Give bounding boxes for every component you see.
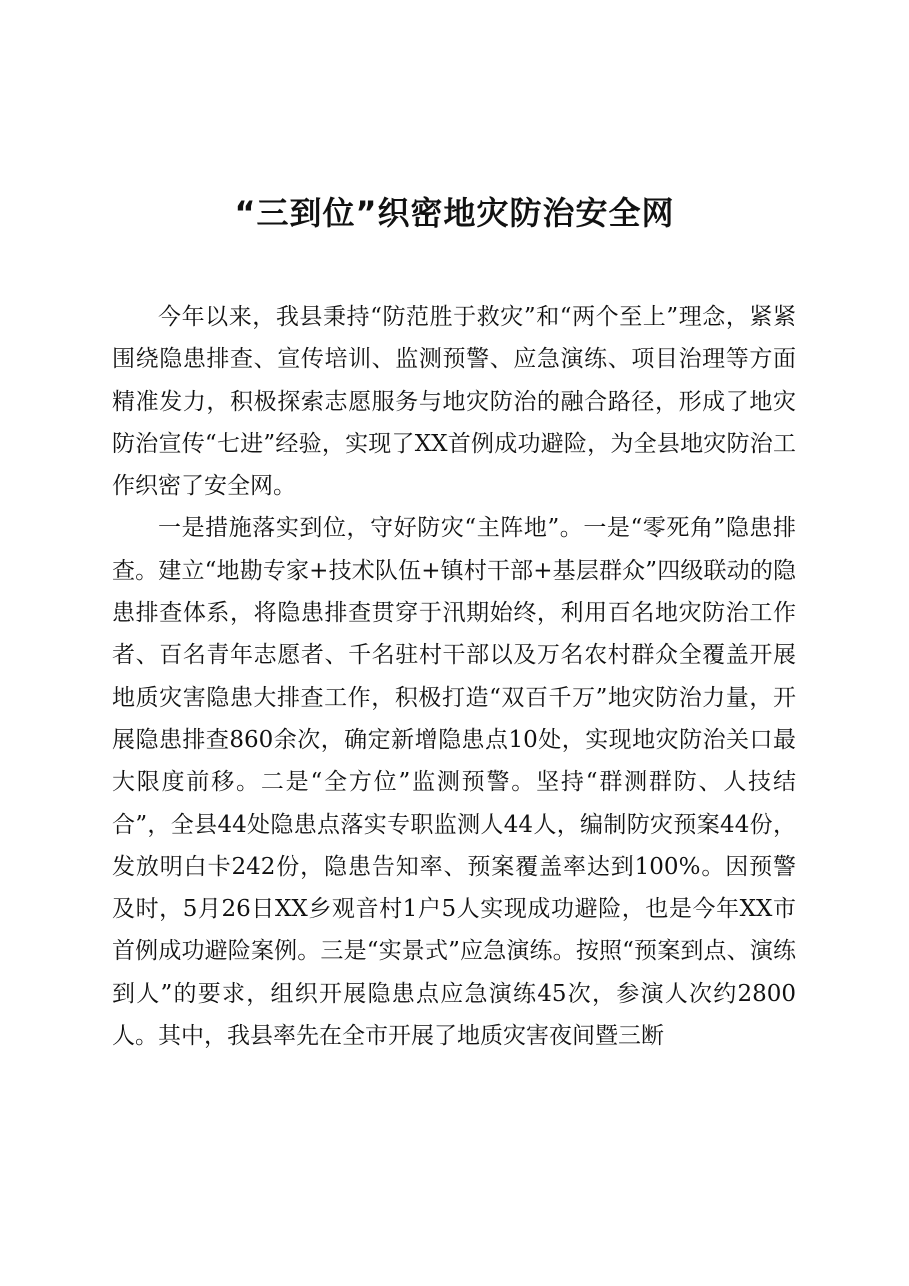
paragraph-measures: 一是措施落实到位，守好防灾“主阵地”。一是“零死角”隐患排查。建立“地勘专家+技术队伍+镇村干部+基层群众”四级联动的隐患排查体系，将隐患排查贯穿于汛期始终，利用百名地灾防治工作者、百名青年志愿者、千名驻村干部以及万名农村群众全覆盖开展地质灾害隐患大排查工作，积极打造“双百千万”地灾防治力量，开展隐患排查860余次，确定新增隐患点10处，实现地灾防治关口最大限度前移。二是“全方位”监测预警。坚持“群测群防、人技结合”，全县44处隐患点落实专职监测人44人，编制防灾预案44份，发放明白卡242份，隐患告知率、预案覆盖率达到100%。因预警及时，5月26日XX乡观音村1户5人实现成功避险，也是今年XX市首例成功避险案例。三是“实景式”应急演练。按照“预案到点、演练到人”的要求，组织开展隐患点应急演练45次，参演人次约2800人。其中，我县率先在全市开展了地质灾害夜间暨三断 xyxy=(112,515,796,1050)
document-body xyxy=(112,296,796,1057)
paragraph-intro: 今年以来，我县秉持“防范胜于救灾”和“两个至上”理念，紧紧围绕隐患排查、宣传培训、监测预警、应急演练、项目治理等方面精准发力，积极探索志愿服务与地灾防治的融合路径，形成了地灾防治宣传“七进”经验，实现了XX首例成功避险，为全县地灾防治工作织密了安全网。 xyxy=(112,304,796,500)
document-title: “三到位”织密地灾防治安全网 xyxy=(234,194,675,233)
